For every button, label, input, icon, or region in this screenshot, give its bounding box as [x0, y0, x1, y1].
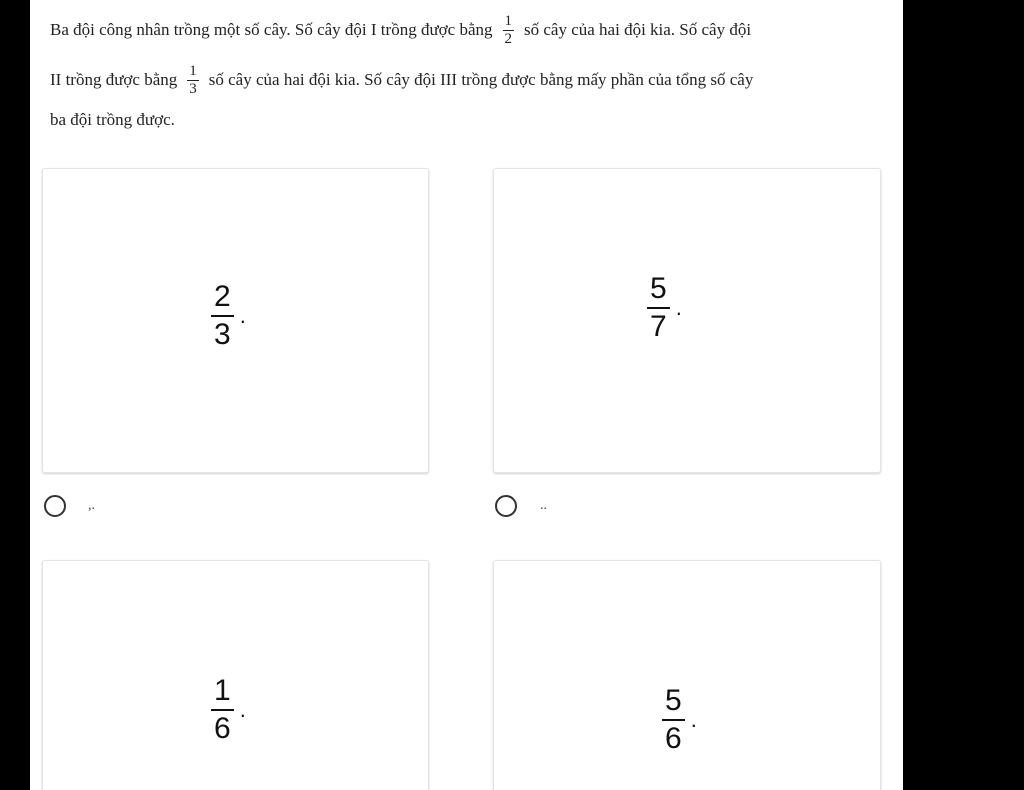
answer-option-b[interactable] — [493, 168, 881, 473]
option-d-fraction — [662, 683, 697, 757]
answer-option-c[interactable] — [42, 560, 429, 790]
option-c-denominator: 6 — [211, 709, 234, 747]
option-d-numerator: 5 — [665, 684, 682, 717]
fraction-numerator: 1 — [189, 62, 197, 79]
option-a-fraction — [211, 279, 246, 353]
option-b-numerator: 5 — [650, 272, 667, 305]
radio-label-b: .. — [540, 498, 547, 513]
question-line-2 — [50, 60, 753, 100]
question-line-2-end: số cây của hai đội kia. Số cây đội III trồng được bằng mấy phần của tổng số cây — [208, 70, 754, 89]
option-c-numerator: 1 — [214, 674, 231, 707]
option-a-period: . — [239, 303, 246, 328]
answer-option-d[interactable] — [493, 560, 881, 790]
option-a-denominator: 3 — [211, 315, 234, 353]
question-line-1 — [50, 10, 751, 50]
option-c-period: . — [239, 697, 246, 722]
radio-label-a: ,. — [88, 498, 95, 513]
option-c-fraction — [211, 673, 246, 747]
question-line-1-end: số cây của hai đội kia. Số cây đội — [524, 20, 752, 39]
answer-option-a[interactable] — [42, 168, 429, 473]
option-b-fraction — [647, 271, 682, 345]
question-line-2-start: II trồng được bằng — [50, 70, 178, 89]
fraction-numerator: 1 — [504, 12, 512, 29]
quiz-content — [30, 0, 903, 790]
option-b-period: . — [675, 295, 682, 320]
option-b-denominator: 7 — [647, 307, 670, 345]
fraction-denominator: 2 — [504, 30, 512, 47]
radio-button-a[interactable] — [44, 495, 66, 517]
option-d-denominator: 6 — [662, 719, 685, 757]
option-a-numerator: 2 — [214, 280, 231, 313]
question-line-3 — [50, 100, 175, 140]
question-line-1-start: Ba đội công nhân trồng một số cây. Số cây đội I trồng được bằng — [50, 20, 493, 39]
question-line-3-text: ba đội trồng được. — [50, 110, 175, 129]
option-d-period: . — [690, 707, 697, 732]
fraction-denominator: 3 — [189, 80, 197, 97]
radio-button-b[interactable] — [495, 495, 517, 517]
fraction-one-third — [187, 63, 199, 98]
fraction-one-half — [503, 13, 515, 48]
